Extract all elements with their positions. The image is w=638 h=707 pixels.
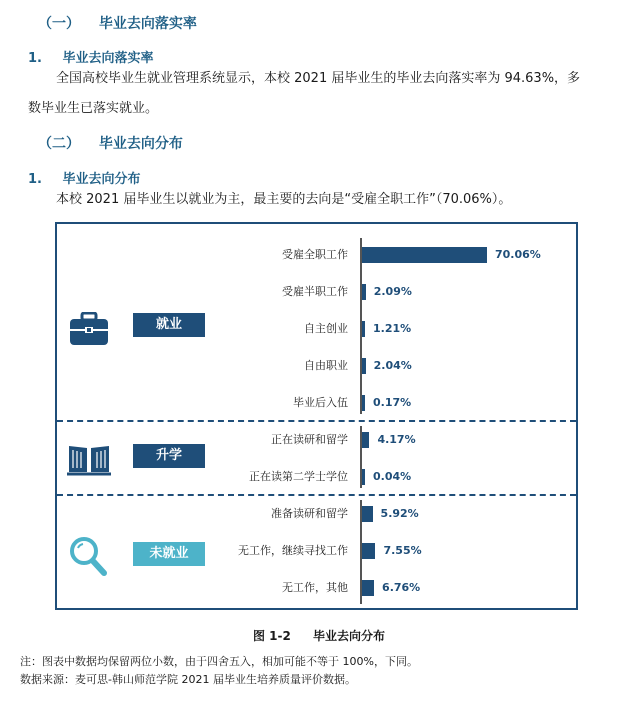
subsection-number: 1.	[28, 172, 42, 187]
section-number: （一）	[38, 16, 80, 32]
category-label: 自由职业	[304, 359, 348, 372]
bar	[362, 284, 366, 300]
bar	[362, 469, 365, 485]
group-divider	[57, 420, 576, 422]
section-title: 毕业去向落实率	[98, 16, 197, 32]
category-label: 自主创业	[304, 322, 348, 335]
group-label-further-study: 升学	[133, 444, 205, 468]
group-label-unemployed: 未就业	[133, 542, 205, 566]
category-label: 正在读第二学士学位	[249, 470, 348, 483]
subsection-number: 1.	[28, 51, 42, 66]
value-label: 1.21%	[373, 322, 412, 335]
figure-caption	[0, 627, 638, 644]
bar	[362, 580, 374, 596]
briefcase-icon	[69, 312, 109, 346]
value-label: 5.92%	[380, 507, 419, 520]
group-divider	[57, 494, 576, 496]
paragraph-line: 数毕业生已落实就业。	[28, 101, 159, 116]
value-label: 0.04%	[373, 470, 412, 483]
subsection-title: 毕业去向落实率	[62, 51, 154, 66]
section-heading-1	[38, 13, 197, 33]
footnote: 注：图表中数据均保留两位小数，由于四舍五入，相加可能不等于 100%，下同。	[20, 655, 418, 668]
category-label: 准备读研和留学	[271, 507, 348, 520]
magnifier-icon	[69, 536, 107, 576]
value-label: 6.76%	[382, 581, 421, 594]
category-label: 无工作，继续寻找工作	[238, 544, 348, 557]
value-label: 70.06%	[495, 248, 541, 261]
category-label: 正在读研和留学	[271, 433, 348, 446]
open-book-icon	[67, 442, 111, 476]
paragraph-line: 全国高校毕业生就业管理系统显示，本校 2021 届毕业生的毕业去向落实率为 94.63%，多	[56, 71, 581, 86]
data-source: 数据来源：麦可思-韩山师范学院 2021 届毕业生培养质量评价数据。	[20, 673, 356, 686]
bar	[362, 543, 375, 559]
group-label-employed: 就业	[133, 313, 205, 337]
value-label: 7.55%	[383, 544, 422, 557]
caption-title: 毕业去向分布	[313, 629, 386, 643]
destination-chart	[55, 222, 578, 610]
bar	[362, 432, 369, 448]
caption-number: 图 1-2	[252, 629, 291, 643]
category-label: 毕业后入伍	[293, 396, 348, 409]
section-heading-2	[38, 133, 183, 153]
bar	[362, 247, 487, 263]
paragraph: 本校 2021 届毕业生以就业为主，最主要的去向是“受雇全职工作”（70.06%）。	[56, 192, 512, 207]
bar	[362, 395, 365, 411]
category-label: 受雇全职工作	[282, 248, 348, 261]
subsection-title: 毕业去向分布	[62, 172, 141, 187]
category-label: 无工作，其他	[282, 581, 348, 594]
value-label: 2.04%	[373, 359, 412, 372]
bar	[362, 321, 365, 337]
bar	[362, 358, 366, 374]
category-label: 受雇半职工作	[282, 285, 348, 298]
section-number: （二）	[38, 136, 80, 152]
value-label: 2.09%	[373, 285, 412, 298]
section-title: 毕业去向分布	[98, 136, 183, 152]
value-label: 0.17%	[373, 396, 412, 409]
bar	[362, 506, 373, 522]
value-label: 4.17%	[377, 433, 416, 446]
